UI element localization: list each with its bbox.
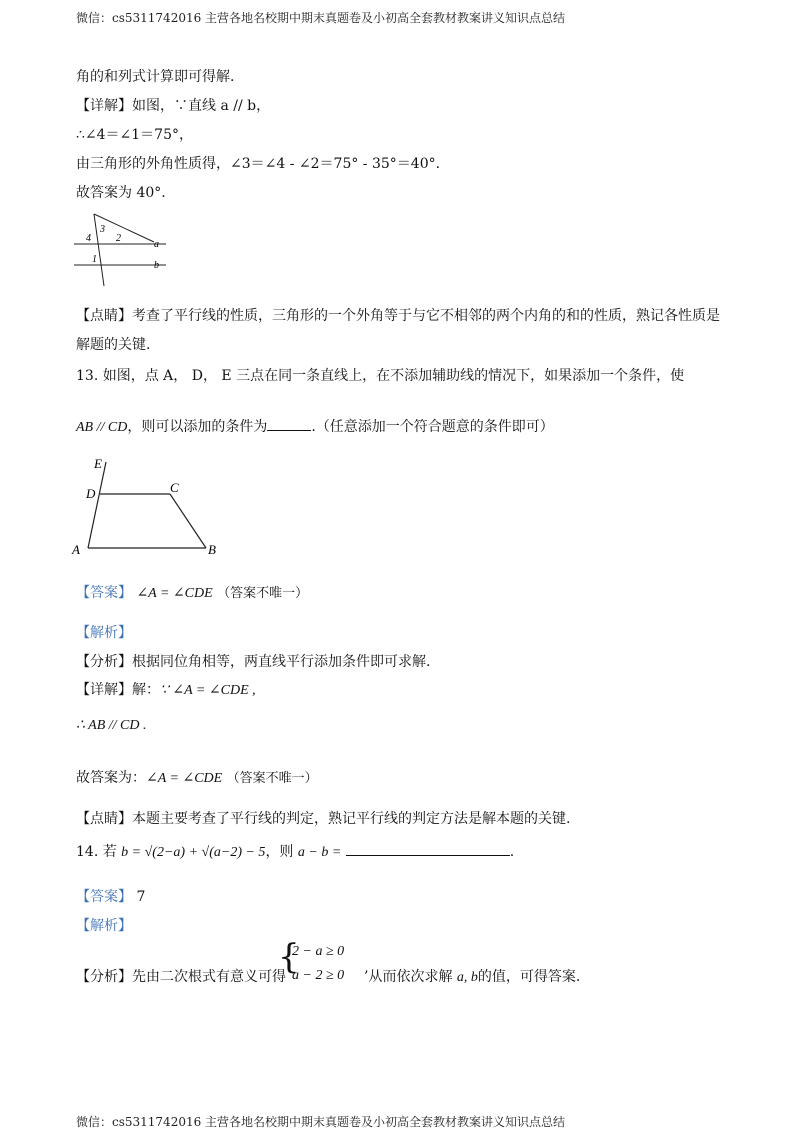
q13-figure	[66, 452, 226, 560]
q14-fenxi	[76, 966, 286, 986]
label-C: C	[170, 480, 179, 495]
answer-blank	[267, 416, 311, 431]
label-b: b	[154, 260, 159, 271]
q12-detail	[76, 95, 270, 115]
answer-label: 【答案】	[76, 889, 132, 905]
system-line-2: a − 2 ≥ 0	[292, 968, 345, 983]
answer-label: 【答案】	[76, 585, 132, 601]
label-4: 4	[86, 233, 91, 244]
detail-label: 【详解】	[76, 98, 132, 114]
label-D: D	[86, 486, 96, 501]
label-A: A	[72, 542, 80, 557]
q13-stem-tail: .（任意添加一个符合题意的条件即可）	[311, 419, 554, 435]
line-ADE	[88, 462, 106, 548]
answer-math: ∠A = ∠CDE	[136, 586, 213, 601]
q12-answer: 故答案为 40°.	[76, 185, 166, 201]
label-B: B	[208, 542, 216, 557]
q12-continued-line: 角的和列式计算即可得解.	[76, 69, 235, 85]
fenxi-text1: 先由二次根式有意义可得	[132, 969, 286, 985]
q13-analysis-label: 【解析】	[76, 625, 132, 641]
q13-fenxi	[76, 651, 430, 671]
q12-figure	[70, 208, 180, 292]
detail-text: 如图，∵直线 a // b，	[132, 98, 271, 114]
fenxi-vars: a, b	[456, 970, 478, 985]
detail-text: 解：	[132, 682, 160, 698]
detail-label: 【详解】	[76, 682, 132, 698]
fenxi-label: 【分析】	[76, 654, 132, 670]
label-2: 2	[116, 233, 121, 244]
detail-math: ∵ ∠A = ∠CDE ,	[160, 683, 256, 698]
q14-expression: b = √(2−a) + √(a−2) − 5	[121, 845, 266, 860]
q14-ask: a − b =	[297, 845, 342, 860]
q13-therefore: ∴ AB // CD .	[76, 718, 147, 733]
q14-if: 若	[102, 844, 117, 860]
comment-label: 【点睛】	[76, 308, 132, 324]
q13-stem-text: ，则可以添加的条件为	[127, 419, 268, 435]
q13-answer	[76, 582, 308, 602]
q12-therefore: ∴∠4＝∠1＝75°，	[76, 127, 193, 143]
q14-dot: .	[509, 844, 515, 860]
label-E: E	[94, 456, 102, 471]
q13-comment	[76, 808, 570, 828]
q14-answer	[76, 886, 145, 906]
q13-stem1: 如图，点 A， D， E 三点在同一条直线上，在不添加辅助线的情况下，如果添加一个条件，使	[102, 368, 685, 384]
page-header: 微信：cs5311742016 主营各地名校期中期末真题卷及小初高全套教材教案讲义知识点总结	[76, 11, 566, 25]
answer-value: 7	[136, 889, 146, 905]
page-footer: 微信：cs5311742016 主营各地名校期中期末真题卷及小初高全套教材教案讲义知识点总结	[76, 1115, 566, 1129]
fenxi-label: 【分析】	[76, 969, 132, 985]
system-brace: {	[278, 937, 300, 977]
q14-fenxi-rest: ’从而依次求解 a, b的值，可得答案.	[364, 969, 581, 985]
final-math: ∠A = ∠CDE	[146, 771, 223, 786]
q13-number: 13.	[76, 368, 99, 384]
q14-number: 14.	[76, 844, 99, 860]
comment-text: 本题主要考查了平行线的判定，熟记平行线的判定方法是解本题的关键.	[132, 811, 571, 827]
fenxi-text: 根据同位角相等，两直线平行添加条件即可求解.	[132, 654, 431, 670]
q12-comment	[76, 305, 720, 325]
q12-comment-2: 解题的关键.	[76, 337, 151, 353]
system-line-1: 2 − a ≥ 0	[292, 944, 345, 959]
q13-final	[76, 767, 318, 787]
q13-stem-line1	[76, 365, 684, 385]
fenxi-text3: 的值，可得答案.	[477, 969, 581, 985]
answer-blank	[346, 841, 510, 856]
final-note: （答案不唯一）	[226, 771, 318, 786]
label-a: a	[154, 239, 159, 250]
q13-stem-line2	[76, 416, 554, 436]
q13-detail	[76, 679, 256, 699]
comment-label: 【点睛】	[76, 811, 132, 827]
q14-then: ，则	[265, 844, 294, 860]
q12-external-angle: 由三角形的外角性质得，∠3＝∠4 - ∠2＝75° - 35°＝40°.	[76, 156, 441, 172]
segment-CB	[170, 494, 206, 548]
q13-stem-math: AB // CD	[76, 420, 128, 435]
fenxi-text2: 从而依次求解	[368, 969, 453, 985]
final-text: 故答案为：	[76, 770, 146, 786]
q14-stem	[76, 841, 514, 861]
answer-note: （答案不唯一）	[217, 586, 309, 601]
label-1: 1	[92, 254, 97, 265]
comment-text: 考查了平行线的性质，三角形的一个外角等于与它不相邻的两个内角的和的性质，熟记各性质是	[132, 308, 720, 324]
q14-analysis-label: 【解析】	[76, 918, 132, 934]
label-3: 3	[100, 224, 105, 235]
